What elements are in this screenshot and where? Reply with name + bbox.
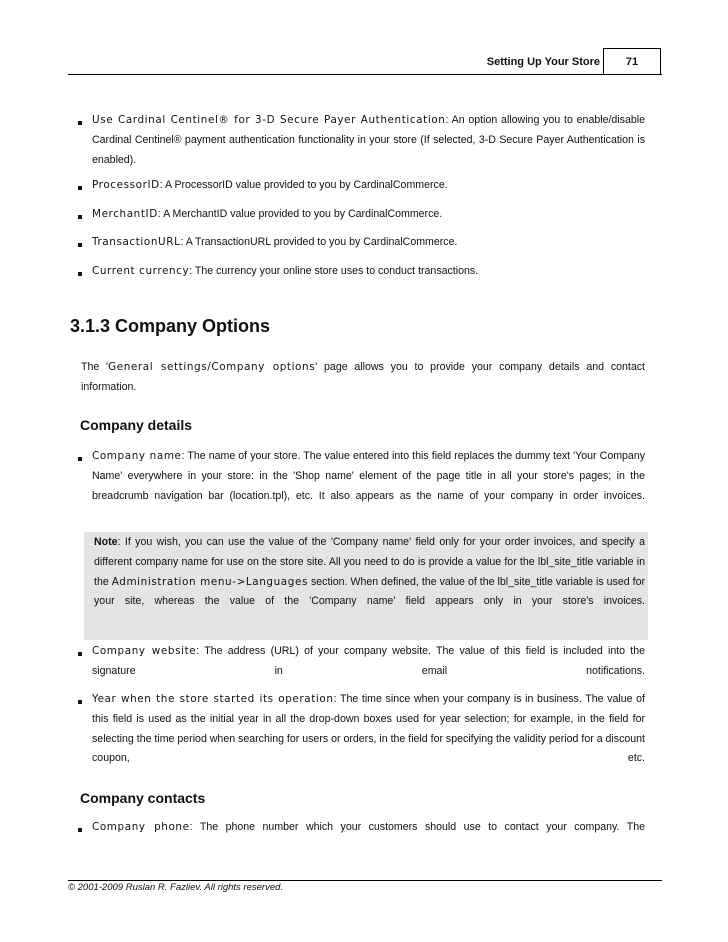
bullet-marker — [78, 457, 82, 461]
note-body: section. When defined, the value of the lbl_site_title variable is used for your site, whereas the value of the 'Company name' field appears only in your store's invoices. — [94, 575, 645, 608]
bullet-marker — [78, 121, 82, 125]
section-intro — [81, 358, 645, 417]
bullet-marker — [78, 828, 82, 832]
term: Use Cardinal Centinel® for 3-D Secure Payer Authentication — [92, 114, 446, 126]
definition: : The time since when your company is in business. The value of this field is used as the initial year in all the drop-down boxes used for year selection; for example, in the field for selecting the time period when searching for users or orders, in the field for specifying the validity period for a discount coupon, etc. — [92, 693, 645, 765]
definition: : A TransactionURL provided to you by CardinalCommerce. — [180, 236, 458, 248]
subheading-company-details: Company details — [80, 417, 193, 433]
bullet-marker — [78, 700, 82, 704]
intro-text: The ' — [81, 361, 109, 373]
note-body: : If you wish, you can use the value of the 'Company name' field only for your order invoices, and specify a different company name for use on the store site. All you need to do is provide a value for the lbl_site_title variable in the — [94, 536, 645, 588]
term: MerchantID — [92, 208, 158, 220]
bullet-marker — [78, 243, 82, 247]
definition: : An option allowing you to enable/disable Cardinal Centinel® payment authentication functionality in your store (If selected, 3-D Secure Payer Authentication is enabled). — [92, 114, 645, 166]
bullet-marker — [78, 186, 82, 190]
bullet-company-phone — [92, 818, 645, 858]
bullet-marker — [78, 652, 82, 656]
definition: : The address (URL) of your company website. The value of this field is included into the signature in email notifications. — [92, 645, 645, 677]
page-number: 71 — [603, 48, 661, 74]
running-header-title: Setting Up Your Store — [486, 56, 600, 68]
definition: : A MerchantID value provided to you by CardinalCommerce. — [157, 208, 443, 220]
term: TransactionURL — [92, 236, 181, 248]
bullet-company-name — [92, 447, 645, 526]
bullet-marker — [78, 215, 82, 219]
section-heading: 3.1.3 Company Options — [70, 316, 271, 336]
definition: : A ProcessorID value provided to you by CardinalCommerce. — [159, 179, 448, 191]
intro-text: ' page allows you to provide your company details and contact information. — [81, 361, 645, 393]
term: Year when the store started its operation — [92, 693, 334, 705]
bullet-transaction-url — [92, 233, 645, 253]
definition: : The phone number which your customers should use to contact your company. The — [189, 821, 645, 833]
bullet-merchant-id — [92, 205, 645, 225]
note-term: Administration menu->Languages — [111, 575, 308, 588]
footer-divider — [68, 880, 662, 881]
subheading-company-contacts: Company contacts — [80, 790, 206, 806]
term: Company name — [92, 450, 182, 462]
bullet-marker — [78, 272, 82, 276]
term: ProcessorID — [92, 179, 160, 191]
definition: : The currency your online store uses to conduct transactions. — [189, 265, 479, 277]
note-text — [94, 533, 645, 632]
bullet-current-currency — [92, 262, 645, 282]
definition: : The name of your store. The value entered into this field replaces the dummy text 'Your Company Name' everywhere in your store: in the 'Shop name' element of the page title in all your store's pages; in the breadcrumb navigation bar (location.tpl), etc. It also appears as the name of your company in order invoices. — [92, 450, 646, 502]
bullet-processor-id — [92, 176, 645, 196]
intro-term: General settings/Company options — [108, 361, 316, 373]
term: Company phone — [92, 821, 190, 833]
term: Current currency — [92, 265, 190, 277]
bullet-year-started — [92, 690, 645, 789]
note-label: Note — [94, 536, 118, 548]
term: Company website — [92, 645, 197, 657]
header-divider — [68, 74, 662, 75]
copyright-footer: © 2001-2009 Ruslan R. Fazliev. All rights reserved. — [68, 882, 284, 893]
